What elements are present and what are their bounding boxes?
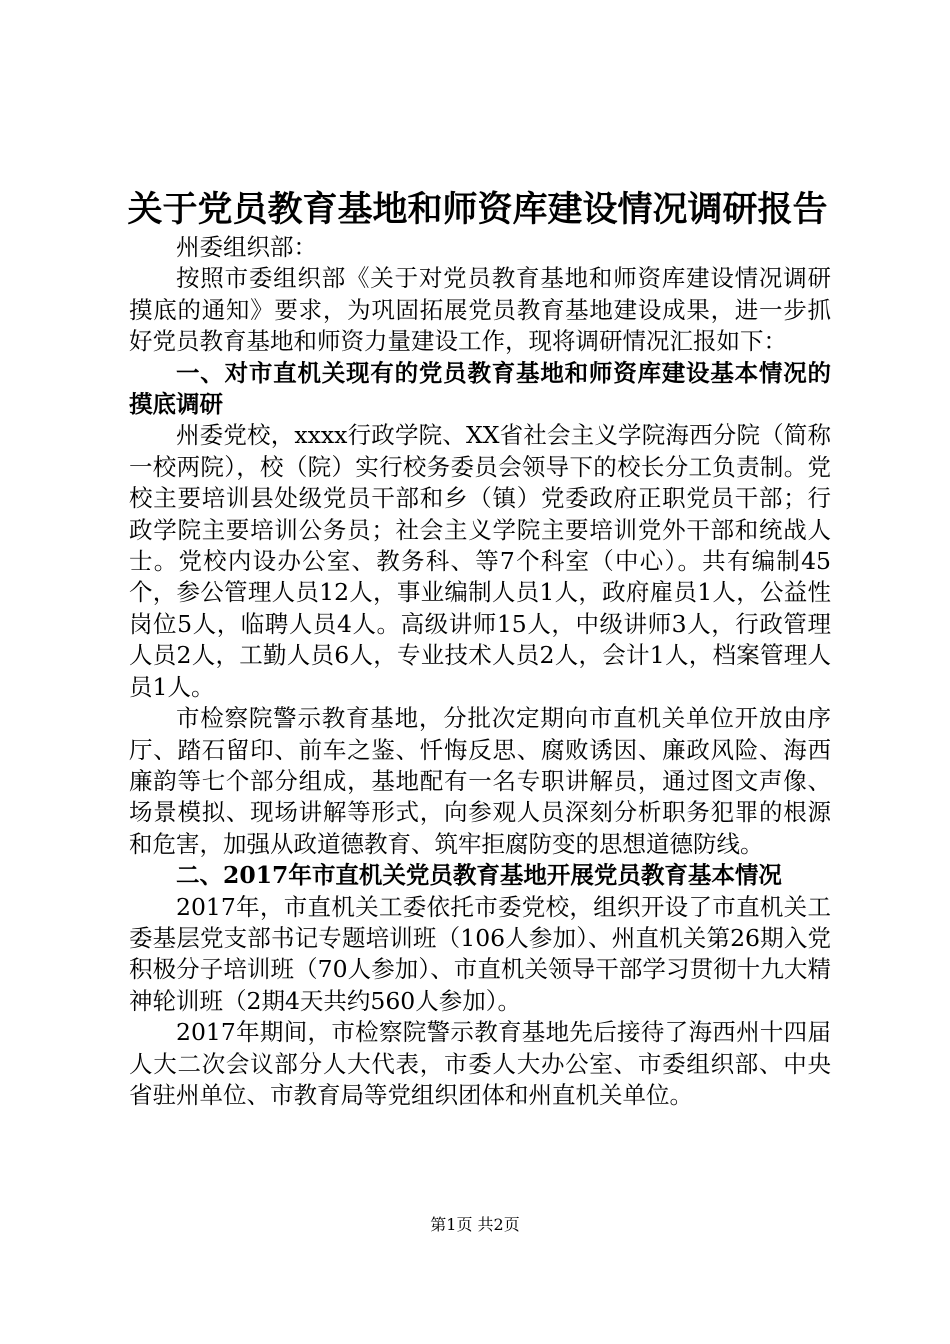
body-paragraph: 2017年，市直机关工委依托市委党校，组织开设了市直机关工委基层党支部书记专题培训班（106人参加）、州直机关第26期入党积极分子培训班（70人参加）、市直机关领导干部学习贯彻十九大精神轮训班（2期4天共约560人参加）。 xyxy=(129,892,831,1015)
intro-paragraph: 按照市委组织部《关于对党员教育基地和师资库建设情况调研摸底的通知》要求，为巩固拓展党员教育基地建设成果，进一步抓好党员教育基地和师资力量建设工作，现将调研情况汇报如下： xyxy=(129,264,831,356)
salutation: 州委组织部： xyxy=(176,233,317,261)
page-number: 第1页 共2页 xyxy=(430,1215,520,1234)
document-title: 关于党员教育基地和师资库建设情况调研报告 xyxy=(127,189,828,230)
section-heading-2: 二、2017年市直机关党员教育基地开展党员教育基本情况 xyxy=(176,861,782,890)
body-paragraph: 市检察院警示教育基地，分批次定期向市直机关单位开放由序厅、踏石留印、前车之鉴、忏悔反思、腐败诱因、廉政风险、海西廉韵等七个部分组成，基地配有一名专职讲解员，通过图文声像、场景模拟、现场讲解等形式，向参观人员深刻分析职务犯罪的根源和危害，加强从政道德教育、筑牢拒腐防变的思想道德防线。 xyxy=(129,704,831,858)
body-paragraph: 2017年期间，市检察院警示教育基地先后接待了海西州十四届人大二次会议部分人大代表，市委人大办公室、市委组织部、中央省驻州单位、市教育局等党组织团体和州直机关单位。 xyxy=(129,1018,831,1109)
body-paragraph: 州委党校，xxxx行政学院、XX省社会主义学院海西分院（简称一校两院），校（院）实行校务委员会领导下的校长分工负责制。党校主要培训县处级党员干部和乡（镇）党委政府正职党员干部；行政学院主要培训公务员；社会主义学院主要培训党外干部和统战人士。党校内设办公室、教务科、等7个科室（中心）。共有编制45个，参公管理人员12人，事业编制人员1人，政府雇员1人，公益性岗位5人，临聘人员4人。高级讲师15人，中级讲师3人，行政管理人员2人，工勤人员6人，专业技术人员2人，会计1人，档案管理人员1人。 xyxy=(129,421,831,701)
document-body xyxy=(129,232,831,1111)
section-heading-1: 一、对市直机关现有的党员教育基地和师资库建设基本情况的摸底调研 xyxy=(129,358,831,419)
